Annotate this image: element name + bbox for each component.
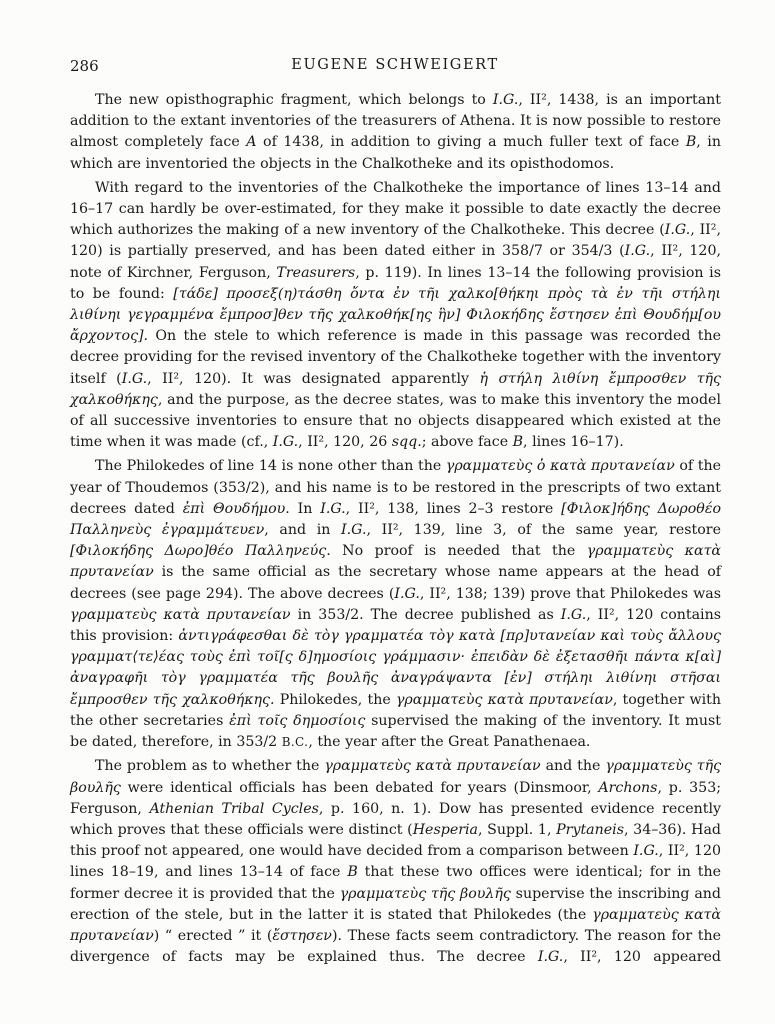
greek-text-run: γραμματεὺς τῆς βουλῆς bbox=[70, 758, 722, 796]
text-run: , in which are inventoried the objects in the Chalkotheke and its opisthodomos. bbox=[70, 134, 721, 172]
text-run: that these two offices were identical; for in the former decree it is provided that the bbox=[70, 864, 722, 902]
greek-text-run: [Φιλοκήδης Δωρο]θέο Παλληνεύς bbox=[70, 543, 327, 560]
text-run: , II², 120) is partially preserved, and has been dated either in 358/7 or 354/3 ( bbox=[70, 222, 721, 260]
greek-text-run: γραμματεὺς τῆς βουλῆς bbox=[339, 885, 511, 902]
page-header bbox=[70, 57, 720, 77]
text-run: , the year after the Great Panathenaea. bbox=[308, 734, 591, 751]
greek-text-run: ἐπὶ Θουδήμου bbox=[182, 500, 286, 517]
text-run: , II², 120 contains this provision: bbox=[70, 606, 722, 645]
text-run: and the bbox=[540, 758, 606, 775]
text-run: , p. 353; Ferguson, bbox=[70, 779, 722, 817]
italic-text-run: B bbox=[347, 864, 358, 881]
text-run: , lines 16–17). bbox=[523, 434, 624, 451]
italic-text-run: I.G. bbox=[394, 585, 420, 602]
italic-text-run: B bbox=[685, 134, 697, 151]
text-run: , Suppl. 1, bbox=[478, 821, 557, 838]
text-run: of 1438, in addition to giving a much fuller text of face bbox=[256, 134, 686, 151]
text-run: , II², 120). It was designated apparently bbox=[147, 370, 480, 387]
italic-text-run: Archons bbox=[598, 779, 658, 796]
running-head: EUGENE SCHWEIGERT bbox=[291, 57, 499, 73]
text-run: , II², 1438, is an important addition to the extant inventories of the treasurers of Athena. It is now possible to restore almost completely face bbox=[70, 92, 721, 151]
italic-text-run: I.G. bbox=[624, 243, 651, 260]
italic-text-run: A bbox=[246, 134, 257, 151]
text-run: , II², 120 appeared bbox=[563, 949, 721, 966]
greek-text-run: [Φιλοκ]ήδης Δωροθέο Παλληνεὺς ἐγραμμάτευεν bbox=[70, 500, 721, 539]
italic-text-run: B bbox=[512, 434, 524, 451]
text-run: , and in bbox=[264, 522, 342, 539]
text-run: is the same official as the secretary whose name appears at the head of decrees (see page 294). The above decrees ( bbox=[70, 564, 721, 602]
text-run: , p. 160, n. 1). Dow has presented evidence recently which proves that these officials were distinct ( bbox=[70, 800, 721, 838]
greek-text-run: γραμματεὺς κατὰ πρυτανείαν bbox=[70, 906, 721, 944]
text-run: , II², 120, 26 bbox=[298, 434, 392, 451]
text-run: , II², 120 lines 18–19, and lines 13–14 of face bbox=[70, 843, 721, 881]
paragraph bbox=[70, 756, 721, 968]
text-run: in 353/2. The decree published as bbox=[290, 606, 561, 623]
italic-text-run: Athenian Tribal Cycles bbox=[149, 800, 319, 817]
smallcaps-text-run: B.C. bbox=[281, 735, 309, 750]
text-run: The new opisthographic fragment, which belongs to bbox=[95, 92, 493, 108]
greek-text-run: ἡ στήλη λιθίνη ἔμπροσθεν τῆς χαλκοθήκης bbox=[70, 370, 721, 408]
text-run: ; above face bbox=[421, 434, 513, 451]
greek-text-run: γραμματεὺς κατὰ πρυτανείαν bbox=[324, 758, 541, 775]
article-body bbox=[70, 90, 721, 968]
italic-text-run: I.G. bbox=[341, 522, 367, 539]
italic-text-run: I.G. bbox=[121, 370, 148, 387]
italic-text-run: I.G. bbox=[320, 500, 346, 517]
text-run: , II², 138; 139) prove that Philokedes was bbox=[419, 585, 721, 602]
greek-text-run: ἀντιγράφεσθαι δὲ τὸγ γραμματέα τὸγ κατὰ [πρ]υτανείαν καὶ τοὺς ἄλλους γραμματ⟨τε⟩έας τοὺς ἐπὶ τοῖ[ς δ]ημοσίοις γράμμασιν· ἐπειδὰν δὲ ἐξετασθῆι πάντα κ[αὶ] ἀναγραφῆι τὸγ γραμματέα τῆς βουλῆς ἀναγράψαντα [ἐν] στήληι λιθίνηι στῆσαι ἔμπροσθεν τῆς χαλκοθήκης. bbox=[70, 628, 721, 708]
paragraph bbox=[70, 178, 721, 454]
text-run: On the stele to which reference is made in this passage was recorded the decree providing for the revised inventory of the Chalkotheke together with the inventory itself ( bbox=[70, 328, 721, 387]
text-run: , 34–36). Had this proof not appeared, one would have decided from a comparison between bbox=[70, 821, 721, 860]
text-run: supervise the inscribing and erection of the stele, but in the latter it is stated that Philokedes (the bbox=[70, 885, 721, 923]
greek-text-run: [τάδε] προσεξ(η)τάσθη ὄντα ἐν τῆι χαλκο[θήκηι πρὸς τὰ ἐν τῆι στήληι λιθίνηι γεγραμμένα ἔμπροσ]θεν τῆς χαλκοθήκ[ης ἣν] Φιλοκήδης ἔστησεν ἐπὶ Θουδήμ[ου ἄρχοντος]. bbox=[70, 285, 721, 345]
italic-text-run: I.G. bbox=[633, 843, 659, 860]
italic-text-run: Prytaneis bbox=[556, 821, 624, 838]
italic-text-run: I.G. bbox=[664, 222, 691, 239]
text-run: . In bbox=[285, 500, 321, 517]
italic-text-run: I.G. bbox=[560, 606, 587, 623]
italic-text-run: Treasurers bbox=[276, 264, 356, 281]
greek-text-run: ἔστησεν bbox=[272, 927, 332, 944]
text-run: ). These facts seem contradictory. The reason for the divergence of facts may be explained thus. The decree bbox=[70, 927, 721, 966]
italic-text-run: sqq. bbox=[391, 434, 422, 451]
text-run: , together with the other secretaries bbox=[70, 691, 722, 729]
text-run: , p. 119). In lines 13–14 the following provision is to be found: bbox=[70, 264, 722, 302]
italic-text-run: I.G. bbox=[537, 949, 564, 966]
text-run: were identical officials has been debated for years (Dinsmoor, bbox=[120, 779, 599, 796]
text-run: The Philokedes of line 14 is none other than the bbox=[95, 458, 446, 475]
greek-text-run: γραμματεὺς κατὰ πρυτανείαν bbox=[395, 691, 613, 708]
text-run: , II², 120, note of Kirchner, Ferguson, bbox=[70, 243, 721, 281]
greek-text-run: γραμματεὺς κατὰ πρυτανείαν bbox=[70, 543, 721, 581]
text-run: , II², 138, lines 2–3 restore bbox=[345, 500, 562, 517]
text-run: ) “ erected ” it ( bbox=[153, 927, 273, 944]
text-run: , and the purpose, as the decree states, was to make this inventory the model of all successive inventories to ensure that no objects disappeared which existed at the time when it was made (cf., bbox=[70, 391, 721, 451]
paragraph bbox=[70, 456, 721, 753]
text-run: Philokedes, the bbox=[274, 691, 396, 708]
italic-text-run: I.G. bbox=[272, 434, 299, 451]
text-run: of the year of Thoudemos (353/2), and his name is to be restored in the prescripts of two extant decrees dated bbox=[70, 458, 721, 517]
greek-text-run: ἐπὶ τοῖς δημοσίοις bbox=[229, 712, 366, 729]
text-run: supervised the making of the inventory. It must be dated, therefore, in 353/2 bbox=[70, 712, 721, 751]
greek-text-run: γραμματεὺς κατὰ πρυτανείαν bbox=[70, 606, 291, 623]
text-run: With regard to the inventories of the Chalkotheke the importance of lines 13–14 and 16–17 can hardly be over-estimated, for they make it possible to date exactly the decree which authorizes the making of a new inventory of the Chalkotheke. This decree ( bbox=[70, 179, 721, 239]
text-run: . No proof is needed that the bbox=[326, 543, 587, 560]
paragraph bbox=[70, 90, 721, 175]
page-number: 286 bbox=[70, 57, 99, 75]
text-run: , II², 139, line 3, of the same year, restore bbox=[366, 522, 721, 539]
greek-text-run: γραμματεὺς ὁ κατὰ πρυτανείαν bbox=[445, 458, 675, 475]
italic-text-run: I.G. bbox=[492, 92, 519, 108]
text-run: The problem as to whether the bbox=[95, 758, 325, 775]
italic-text-run: Hesperia bbox=[412, 821, 478, 838]
